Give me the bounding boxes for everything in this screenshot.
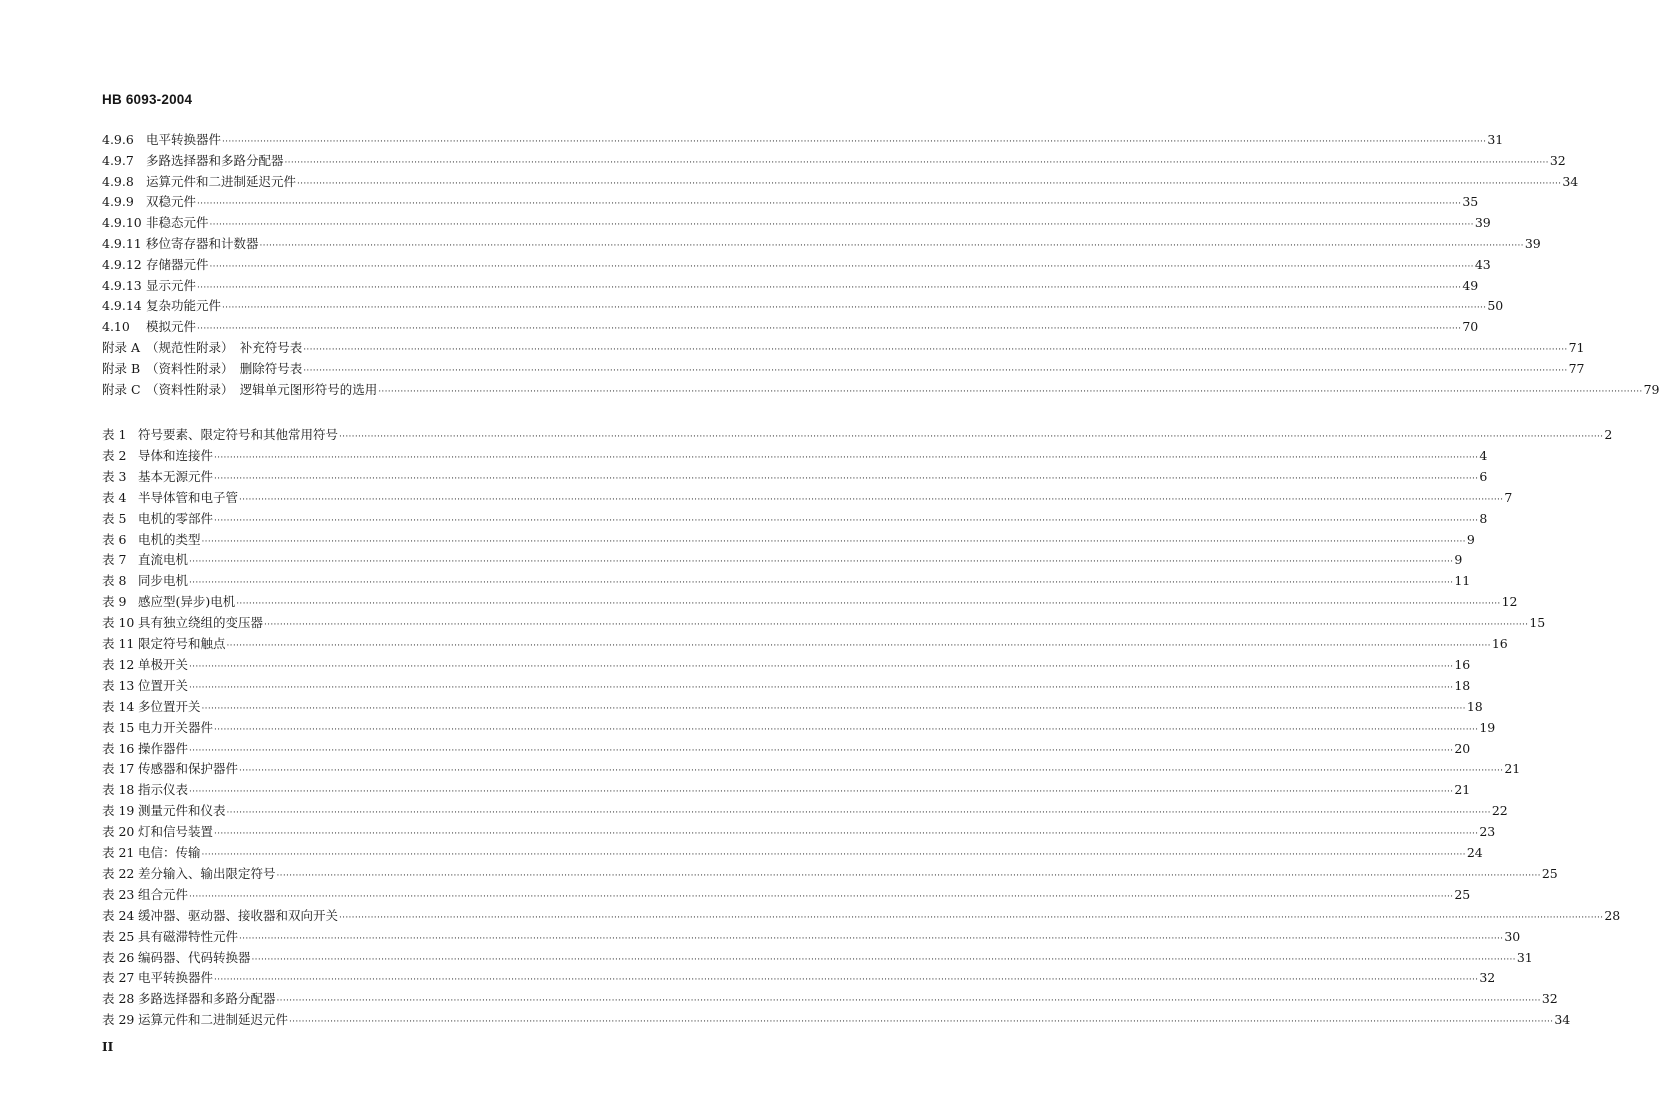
toc-entry[interactable] (102, 718, 1496, 738)
toc-dot-leader: ················································································································································································································································································································································································································ (214, 829, 1479, 840)
toc-entry[interactable] (102, 338, 1585, 358)
toc-dot-leader: ················································································································································································································································································································································································································ (189, 661, 1454, 672)
toc-entry-number: 表 20 (102, 824, 135, 840)
toc-entry[interactable] (102, 446, 1488, 466)
toc-entry-title: 电信：传输 (138, 845, 201, 860)
toc-entry-title: 多路选择器和多路分配器 (138, 991, 276, 1007)
toc-entry-title: 灯和信号装置 (138, 824, 214, 840)
toc-entry-page-number: 19 (1479, 719, 1496, 735)
toc-entry-title: 限定符号和触点 (138, 636, 226, 651)
toc-entry-label (102, 801, 226, 819)
toc-dot-leader: ················································································································································································································································································································································································································ (189, 557, 1454, 568)
toc-dot-leader: ················································································································································································································································································································································································································ (236, 599, 1501, 610)
toc-entry-number: 4.9.14 (102, 298, 142, 314)
toc-entry-label (102, 276, 196, 294)
toc-entry[interactable] (102, 927, 1521, 947)
toc-entry-number: 表 11 (102, 636, 135, 651)
toc-entry-number: 表 6 (102, 531, 127, 547)
toc-entry-label (102, 255, 209, 273)
toc-entry[interactable] (102, 234, 1541, 254)
toc-entry-number: 表 5 (102, 510, 127, 526)
toc-entry-title: 操作器件 (138, 740, 189, 756)
toc-entry-title: 电平转换器件 (146, 132, 222, 147)
toc-dot-leader: ················································································································································································································································································································································································································ (239, 766, 1504, 777)
toc-entry-label (102, 739, 188, 757)
toc-entry-number: 表 10 (102, 615, 135, 631)
toc-entry-title: 多位置开关 (138, 698, 201, 714)
toc-entry-page-number: 32 (1541, 991, 1558, 1007)
toc-entry-number: 表 23 (102, 886, 135, 902)
toc-entry-page-number: 22 (1491, 803, 1508, 819)
toc-entry-label (102, 338, 302, 356)
toc-entry-number: 表 3 (102, 468, 127, 484)
toc-entry-label (102, 906, 338, 924)
toc-entry-title: 多路选择器和多路分配器 (146, 152, 284, 168)
toc-dot-leader: ················································································································································································································································································································································································································ (222, 137, 1487, 147)
toc-dot-leader: ················································································································································································································································································································································································································ (197, 282, 1462, 293)
toc-entry[interactable] (102, 192, 1479, 212)
toc-entry-title: 运算元件和二进制延迟元件 (138, 1012, 289, 1028)
toc-entry-title: 差分输入、输出限定符号 (138, 865, 276, 881)
toc-dot-leader: ················································································································································································································································································································································································································ (284, 157, 1549, 168)
toc-entry-page-number: 8 (1479, 510, 1488, 526)
toc-entry-page-number: 9 (1466, 531, 1475, 547)
toc-entry-page-number: 77 (1568, 360, 1585, 376)
toc-entry-page-number: 34 (1554, 1012, 1571, 1028)
toc-entry[interactable] (102, 801, 1508, 821)
toc-entry-label (102, 151, 284, 169)
toc-entry[interactable] (102, 467, 1488, 487)
toc-entry-page-number: 23 (1479, 824, 1496, 840)
toc-entry-title: 导体和连接件 (138, 447, 214, 463)
toc-entry-number: 表 16 (102, 740, 135, 756)
toc-dot-leader: ················································································································································································································································································································································································································ (339, 912, 1604, 923)
toc-dot-leader: ················································································································································································································································································································································································································ (303, 365, 1568, 376)
toc-entry-number: 4.9.11 (102, 236, 142, 251)
toc-entry-page-number: 2 (1604, 427, 1613, 442)
toc-entry-number: 表 27 (102, 970, 135, 986)
toc-entry-label (102, 718, 213, 736)
toc-entry-page-number: 50 (1487, 298, 1504, 314)
toc-entry-label (102, 234, 259, 252)
toc-entry-title: 电力开关器件 (138, 719, 214, 735)
toc-entry-number: 表 26 (102, 949, 135, 965)
toc-dot-leader: ················································································································································································································································································································································································································ (264, 620, 1529, 631)
toc-dot-leader: ················································································································································································································································································································································································································ (214, 724, 1479, 735)
toc-dot-leader: ················································································································································································································································································································································································································ (276, 870, 1541, 881)
toc-entry-number: 4.9.13 (102, 277, 142, 293)
toc-entry[interactable] (102, 968, 1496, 988)
toc-entry[interactable] (102, 296, 1504, 316)
toc-entry[interactable] (102, 550, 1463, 570)
toc-dot-leader: ················································································································································································································································································································································································································ (289, 1017, 1554, 1028)
toc-entry-page-number: 16 (1491, 636, 1508, 651)
toc-entry-page-number: 12 (1501, 594, 1518, 610)
toc-entry-label (102, 989, 276, 1007)
toc-entry-number: 表 14 (102, 698, 135, 714)
toc-entry-label (102, 130, 221, 148)
toc-entry-title: 具有磁滞特性元件 (138, 928, 239, 944)
toc-dot-leader: ················································································································································································································································································································································································································ (214, 452, 1479, 463)
toc-entry-title: 电机的类型 (138, 531, 201, 547)
toc-entry-page-number: 18 (1454, 677, 1471, 693)
toc-dot-leader: ················································································································································································································································································································································································································ (276, 996, 1541, 1007)
toc-dot-leader: ················································································································································································································································································································································································································ (201, 850, 1466, 860)
toc-dot-leader: ················································································································································································································································································································································································································ (197, 324, 1462, 335)
toc-entry-label (102, 948, 251, 966)
toc-entry-page-number: 31 (1487, 132, 1504, 147)
toc-dot-leader: ················································································································································································································································································································································································································ (297, 178, 1562, 189)
toc-entry[interactable] (102, 948, 1533, 968)
toc-entry-page-number: 49 (1462, 277, 1479, 293)
toc-entry-number: 4.9.6 (102, 132, 134, 147)
toc-dot-leader: ················································································································································································································································································································································································································ (214, 975, 1479, 986)
toc-entry[interactable] (102, 634, 1508, 654)
toc-entry-number: 4.9.10 (102, 215, 142, 231)
toc-entry-label (102, 380, 377, 398)
toc-entry-number: 表 15 (102, 719, 135, 735)
toc-entry-label (102, 634, 226, 652)
toc-entry-title: 具有独立绕组的变压器 (138, 615, 264, 631)
toc-entry-page-number: 35 (1462, 194, 1479, 210)
toc-entry[interactable] (102, 843, 1483, 863)
toc-entry-title: 组合元件 (138, 886, 189, 902)
toc-entry-number: 表 25 (102, 928, 135, 944)
toc-entry-title: 传感器和保护器件 (138, 761, 239, 777)
toc-dot-leader: ················································································································································································································································································································································································································ (222, 303, 1487, 314)
toc-entry-page-number: 25 (1541, 865, 1558, 881)
toc-entry-number: 表 18 (102, 782, 135, 798)
toc-entry-number: 附录 C (102, 381, 141, 397)
toc-entry[interactable] (102, 172, 1579, 192)
toc-entry-label (102, 571, 188, 589)
toc-dot-leader: ················································································································································································································································································································································································································ (189, 745, 1454, 756)
toc-entry-number: 表 13 (102, 677, 135, 693)
toc-entry-number: 表 21 (102, 845, 135, 860)
toc-entry[interactable] (102, 780, 1471, 800)
toc-entry-label (102, 759, 238, 777)
toc-dot-leader: ················································································································································································································································································································································································································ (226, 808, 1491, 819)
toc-entry[interactable] (102, 906, 1621, 926)
toc-dot-leader: ················································································································································································································································································································································································································ (189, 891, 1454, 902)
toc-entry[interactable] (102, 255, 1491, 275)
toc-entry-number: 表 28 (102, 991, 135, 1007)
toc-entry[interactable] (102, 213, 1491, 233)
toc-entry-number: 表 17 (102, 761, 135, 777)
toc-entry-page-number: 71 (1568, 340, 1585, 355)
toc-dot-leader: ················································································································································································································································································································································································································ (201, 536, 1466, 547)
toc-entry-number: 表 7 (102, 552, 127, 568)
toc-entry-page-number: 21 (1504, 761, 1521, 777)
toc-entry-page-number: 15 (1529, 615, 1546, 631)
toc-entry-page-number: 70 (1462, 319, 1479, 335)
toc-entry[interactable] (102, 509, 1488, 529)
toc-entry-number: 表 4 (102, 489, 127, 505)
toc-dot-leader: ················································································································································································································································································································································································································ (189, 578, 1454, 589)
toc-entry-number: 表 24 (102, 907, 135, 923)
toc-entry-title: 模拟元件 (146, 319, 197, 335)
toc-entry[interactable] (102, 317, 1479, 337)
toc-entry-page-number: 20 (1454, 740, 1471, 756)
toc-dot-leader: ················································································································································································································································································································································································································ (378, 386, 1643, 397)
toc-dot-leader: ················································································································································································································································································································································································································ (226, 641, 1491, 651)
toc-entry-title: （规范性附录） 补充符号表 (146, 340, 303, 355)
toc-entry-title: 感应型(异步)电机 (138, 594, 236, 610)
toc-entry-page-number: 16 (1454, 656, 1471, 672)
toc-entry[interactable] (102, 151, 1566, 171)
toc-dot-leader: ················································································································································································································································································································································································································ (239, 494, 1504, 505)
toc-entry-label (102, 467, 213, 485)
toc-dot-leader: ················································································································································································································································································································································································································ (214, 515, 1479, 526)
toc-entry-label (102, 843, 201, 861)
toc-entry-label (102, 550, 188, 568)
toc-entry-label (102, 317, 196, 335)
toc-entry-label (102, 359, 302, 377)
toc-entry-page-number: 11 (1454, 573, 1471, 589)
toc-entry-label (102, 446, 213, 464)
toc-entry-number: 表 2 (102, 447, 127, 463)
toc-entry-title: 双稳元件 (146, 194, 197, 210)
toc-entry-title: （资料性附录） 删除符号表 (146, 360, 303, 376)
toc-entry-label (102, 213, 209, 231)
toc-dot-leader: ················································································································································································································································································································································································································ (189, 787, 1454, 798)
toc-entry-page-number: 7 (1504, 489, 1513, 505)
toc-entry[interactable] (102, 276, 1479, 296)
toc-entry-title: 同步电机 (138, 573, 189, 589)
toc-entry-label (102, 655, 188, 673)
toc-entry-label (102, 488, 238, 506)
toc-dot-leader: ················································································································································································································································································································································································································ (197, 199, 1462, 210)
toc-entry-label (102, 530, 201, 548)
toc-entry-number: 4.9.7 (102, 152, 134, 168)
toc-entry-number: 4.9.9 (102, 194, 134, 210)
toc-entry-label (102, 613, 263, 631)
toc-entry[interactable] (102, 822, 1496, 842)
toc-entry[interactable] (102, 425, 1613, 445)
toc-entry-title: 电机的零部件 (138, 510, 214, 526)
toc-entry-title: 运算元件和二进制延迟元件 (146, 173, 297, 189)
toc-entry-number: 表 19 (102, 803, 135, 819)
toc-entry-number: 表 1 (102, 427, 127, 442)
toc-entry-label (102, 697, 201, 715)
toc-entry-number: 4.9.8 (102, 173, 134, 189)
toc-entry-title: 基本无源元件 (138, 468, 214, 484)
toc-entry-title: 直流电机 (138, 552, 189, 568)
toc-entry-page-number: 32 (1549, 152, 1566, 168)
toc-entry-title: 测量元件和仪表 (138, 803, 226, 819)
toc-entry-title: 非稳态元件 (146, 215, 209, 231)
toc-entry-title: 半导体管和电子管 (138, 489, 239, 505)
toc-entry[interactable] (102, 864, 1558, 884)
toc-entry-title: （资料性附录） 逻辑单元图形符号的选用 (146, 381, 378, 397)
toc-dot-leader: ················································································································································································································································································································································································································ (209, 220, 1474, 231)
toc-entry[interactable] (102, 655, 1471, 675)
toc-entry[interactable] (102, 1010, 1571, 1030)
toc-entry-label (102, 885, 188, 903)
toc-entry[interactable] (102, 530, 1475, 550)
page-number-footer: II (102, 1040, 114, 1054)
toc-entry-title: 移位寄存器和计数器 (146, 236, 259, 251)
toc-entry[interactable] (102, 989, 1558, 1009)
toc-entry[interactable] (102, 359, 1585, 379)
toc-entry-title: 显示元件 (146, 277, 197, 293)
toc-entry-label (102, 927, 238, 945)
toc-entry-label (102, 1010, 288, 1028)
toc-entry-page-number: 9 (1454, 552, 1463, 568)
toc-dot-leader: ················································································································································································································································································································································································································ (251, 954, 1516, 965)
document-header-code: HB 6093-2004 (102, 92, 193, 107)
toc-entry[interactable] (102, 571, 1471, 591)
toc-entry[interactable] (102, 676, 1471, 696)
toc-entry-page-number: 43 (1474, 256, 1491, 272)
toc-entry-number: 附录 B (102, 360, 141, 376)
toc-entry[interactable] (102, 592, 1518, 612)
toc-dot-leader: ················································································································································································································································································································································································································ (239, 933, 1504, 944)
toc-entry-label (102, 780, 188, 798)
toc-entry-number: 表 12 (102, 656, 135, 672)
toc-entry-page-number: 39 (1474, 215, 1491, 231)
toc-entry-title: 指示仪表 (138, 782, 189, 798)
toc-entry[interactable] (102, 759, 1521, 779)
toc-entry-page-number: 21 (1454, 782, 1471, 798)
toc-dot-leader: ················································································································································································································································································································································································································ (214, 473, 1479, 484)
toc-entry-title: 复杂功能元件 (146, 298, 222, 314)
toc-entry-title: 缓冲器、驱动器、接收器和双向开关 (138, 907, 339, 923)
toc-entry-page-number: 28 (1604, 907, 1621, 923)
toc-entry-page-number: 24 (1466, 845, 1483, 860)
toc-entry-label (102, 172, 296, 190)
toc-entry-page-number: 6 (1479, 468, 1488, 484)
toc-entry-title: 单极开关 (138, 656, 189, 672)
toc-entry-title: 符号要素、限定符号和其他常用符号 (138, 427, 339, 442)
toc-entry-number: 4.9.12 (102, 256, 142, 272)
toc-entry[interactable] (102, 885, 1471, 905)
toc-entry-page-number: 39 (1524, 236, 1541, 251)
toc-entry-number: 表 8 (102, 573, 127, 589)
toc-entry[interactable] (102, 130, 1504, 150)
toc-entry-title: 电平转换器件 (138, 970, 214, 986)
toc-entry[interactable] (102, 488, 1513, 508)
toc-entry-label (102, 864, 276, 882)
toc-dot-leader: ················································································································································································································································································································································································································ (201, 703, 1466, 714)
toc-entry-page-number: 31 (1516, 949, 1533, 965)
toc-entry-label (102, 822, 213, 840)
toc-entry[interactable] (102, 613, 1546, 633)
toc-entry-label (102, 968, 213, 986)
toc-entry-label (102, 192, 196, 210)
toc-entry-page-number: 18 (1466, 698, 1483, 714)
toc-entry[interactable] (102, 380, 1660, 400)
toc-entry-label (102, 296, 221, 314)
toc-entry[interactable] (102, 739, 1471, 759)
toc-entry-number: 表 9 (102, 594, 127, 610)
toc-entry-title: 位置开关 (138, 677, 189, 693)
toc-entry-number: 4.10 (102, 319, 130, 335)
toc-dot-leader: ················································································································································································································································································································································································································ (209, 261, 1474, 272)
toc-dot-leader: ················································································································································································································································································································································································································ (303, 345, 1568, 355)
toc-entry-page-number: 79 (1643, 381, 1660, 397)
toc-entry-label (102, 592, 235, 610)
toc-entry-page-number: 30 (1504, 928, 1521, 944)
toc-entry-label (102, 509, 213, 527)
toc-entry-label (102, 676, 188, 694)
toc-entry-page-number: 25 (1454, 886, 1471, 902)
toc-dot-leader: ················································································································································································································································································································································································································ (339, 432, 1604, 442)
toc-entry-number: 附录 A (102, 340, 141, 355)
toc-entry-title: 存储器元件 (146, 256, 209, 272)
toc-entry-number: 表 22 (102, 865, 135, 881)
toc-dot-leader: ················································································································································································································································································································································································································ (189, 682, 1454, 693)
toc-entry-page-number: 34 (1562, 173, 1579, 189)
toc-entry-number: 表 29 (102, 1012, 135, 1028)
toc-dot-leader: ················································································································································································································································································································································································································ (259, 241, 1524, 251)
toc-entry-title: 编码器、代码转换器 (138, 949, 251, 965)
toc-entry-label (102, 425, 338, 443)
toc-entry-page-number: 32 (1479, 970, 1496, 986)
toc-entry[interactable] (102, 697, 1483, 717)
toc-entry-page-number: 4 (1479, 447, 1488, 463)
